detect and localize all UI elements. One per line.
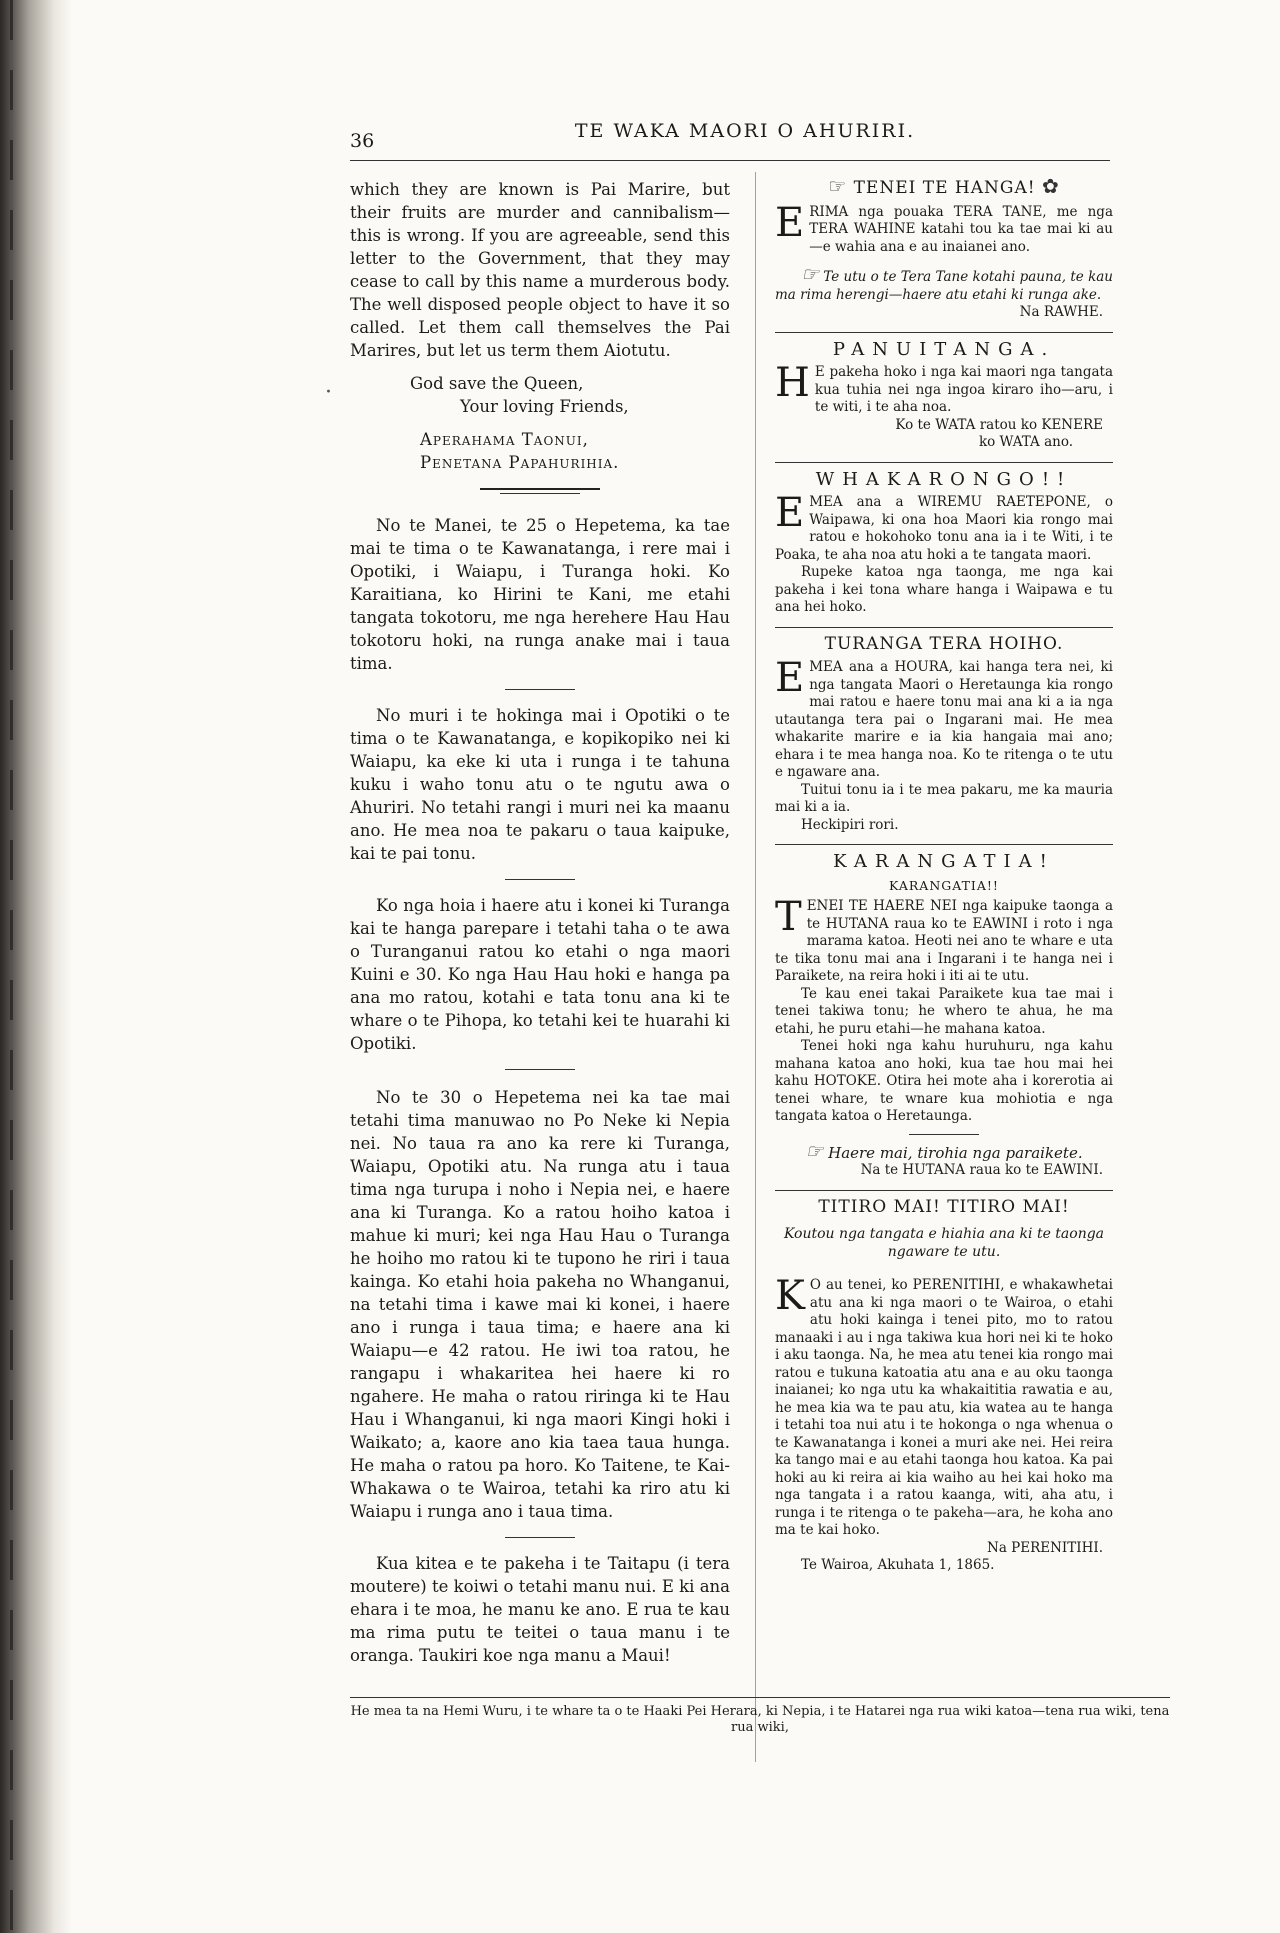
- notice-signature: Na PERENITIHI.: [987, 1539, 1103, 1556]
- news-paragraph-5: Kua kitea e te pakeha i te Taitapu (i tera moutere) te koiwi o tetahi manu nui. E ki ana ehara i te moa, he manu ke ano. E rua te kau ma rima putu te teitei o taua manu i te oranga. Taukiri koe nga manu a Maui!: [350, 1554, 730, 1665]
- pencil-dot: ·: [325, 380, 332, 405]
- page-number: 36: [350, 130, 375, 152]
- letter-ending: which they are known is Pai Marire, but their fruits are murder and cannibalism—this is wrong. If you are agreeable, send this letter to the Government, that they may cease to call by this name a murderous body. The well disposed people object to have it so called. Let them call themselves the Pai Marires, but let us term them Aiotutu.: [350, 180, 730, 360]
- notice-body: EMEA ana a WIREMU RAETEPONE, o Waipawa, ki ona hoa Maori kia rongo mai ratou e hokohoko tonu ana ia i te Witi, i te Poaka, te aha noa atu hoki a te tangata maori.: [775, 490, 1113, 563]
- notice-whakarongo: [775, 468, 1113, 617]
- dropcap: K: [775, 1273, 805, 1319]
- notice-divider: [775, 627, 1113, 628]
- scan-binding-edge: [0, 0, 72, 1933]
- ornament-icon: ✿: [1041, 174, 1060, 198]
- notice-signature: Ko te WATA ratou ko KENERE: [895, 416, 1103, 433]
- column-rule: [755, 172, 756, 1762]
- notice-divider: [775, 332, 1113, 333]
- dropcap: T: [775, 894, 802, 940]
- notice-panuitanga: [775, 338, 1113, 452]
- notice-heading: WHAKARONGO!!: [815, 468, 1073, 490]
- paragraph-divider: [505, 1537, 575, 1538]
- notice-signature: Na RAWHE.: [1019, 304, 1103, 320]
- paragraph-divider: [909, 1134, 979, 1135]
- notice-heading: KARANGATIA!: [833, 851, 1055, 872]
- pointing-hand-icon: ☞: [805, 1138, 824, 1163]
- notice-body: TENEI TE HAERE NEI nga kaipuke taonga a te HUTANA raua ko te EAWINI i roto i nga marama katoa. Heoti nei ano te whare e uta te tika tonu mai ana i Ingarani i te hanga nei i Paraikete, na reira hoki i iti ai te utu.: [775, 894, 1113, 984]
- signatory-taonui: Aperahama Taonui,: [420, 430, 589, 449]
- notice-body: H E pakeha hoko i nga kai maori nga tangata kua tuhia nei nga ingoa kiraro iho—aru, i te witi, i te aha noa.: [775, 360, 1113, 415]
- section-divider: [480, 488, 600, 494]
- news-paragraph-1: No te Manei, te 25 o Hepetema, ka tae mai te tima o te Kawanatanga, i rere mai i Opotiki, i Waiapu, i Turanga hoki. Ko Karaitiana, ko Hirini te Kani, me etahi tangata tokotoru, me nga herehere Hau Hau tokotoru hoki, na runga anake mai i taua tima.: [350, 516, 730, 673]
- paragraph-divider: [505, 1069, 575, 1070]
- news-paragraph-4: No te 30 o Hepetema nei ka tae mai tetahi tima manuwao no Po Neke ki Nepia nei. No taua ra ano ka rere ki Turanga, Waiapu, Opotiki atu. Na runga atu i taua tima nga turupa i noho i Nepia nei, e haere ana ki Turanga. Ko a ratou hoiho katoa i mahue ki muri; kei nga Hau Hau o Turanga he hoiho mo ratou ki te tupono he riri i taua kainga. Ko etahi hoia pakeha no Whanganui, na tetahi tima i kawe mai ki konei, i haere ano i runga i taua tima; e haere ana ki Waiapu—e 42 ratou. He iwi toa ratou, he rangapu i whakaritea hei haere ki ro ngahere. He maha o ratou riringa ki te Hau Hau i Whanganui, ki nga maori Kingi hoki i Waikato; a, kaore ano kia taea taua hunga. He maha o ratou pa horo. Ko Taitene, te Kai-Whakawa o te Wairoa, tetahi ka riro atu ki Waiapu i runga ano i taua tima.: [350, 1088, 730, 1521]
- notice-divider: [775, 844, 1113, 845]
- notice-intro: Koutou nga tangata e hiahia ana ki te taonga ngaware te utu.: [783, 1226, 1105, 1260]
- notice-divider: [775, 1190, 1113, 1191]
- notice-date: Te Wairoa, Akuhata 1, 1865.: [801, 1557, 995, 1573]
- notice-signature: Heckipiri rori.: [801, 816, 899, 833]
- dropcap: H: [775, 360, 810, 406]
- notice-body: EMEA ana a HOURA, kai hanga tera nei, ki nga tangata Maori o Heretaunga kia rongo mai ratou e haere tonu mai ana ki a ia nga utautanga tera pai o Ingarani mai. He mea whakarite marire e ia kia hangaia mai ano; ehara i te mea hanga noa. Ko te ritenga o te utu e ngaware ana.: [775, 655, 1113, 780]
- printer-imprint: He mea ta na Hemi Wuru, i te whare ta o te Haaki Pei Herara, ki Nepia, i te Hatarei nga rua wiki katoa—tena rua wiki, tena rua wiki,: [350, 1697, 1170, 1736]
- notice-call-to-action: ☞ Haere mai, tirohia nga paraikete.: [805, 1138, 1083, 1163]
- dropcap: E: [775, 199, 805, 246]
- notice-body-2: Rupeke katoa nga taonga, me nga kai pakeha i kei tona whare hanga i Waipawa e tu ana hei hoko.: [775, 564, 1113, 615]
- notice-titiro-mai: [775, 1196, 1113, 1575]
- dropcap: E: [775, 655, 805, 701]
- notice-body: ERIMA nga pouaka TERA TANE, me nga TERA WAHINE katahi tou ka tae mai ki au—e wahia ana e au inaianei ano.: [775, 199, 1113, 255]
- newspaper-page: [350, 112, 1166, 1752]
- notice-heading: TURANGA TERA HOIHO.: [824, 633, 1064, 654]
- news-paragraph-2: No muri i te hokinga mai i Opotiki o te tima o te Kawanatanga, e kopikopiko nei ki Waiapu, ka eke ki uta i runga i te tahuna kuku i waho tonu atu o te ngutu awa o Ahuriri. No tetahi rangi i muri nei ka maanu ano. He mea noa te pakaru o taua kaipuke, kai te pai tonu.: [350, 706, 730, 863]
- notice-tenei-te-hanga: [775, 174, 1113, 322]
- notice-body: K O au tenei, ko PERENITIHI, e whakawhetai atu ana ki nga maori o te Wairoa, o etahi atu hoki kainga i tenei pito, mo to ratou manaaki i au i nga takiwa kua hori nei ki te hoko i aku taonga. Na, he mea atu tenei kia rongo mai ratou e tukuna katoatia atu ana e au oku taonga inaianei; ko nga utu ka whakaititia rawatia e au, he mea kia wa te pau atu, kia watea au te hanga i tetahi toa nui atu i te hokonga o nga whenua o te Kawanatanga i konei a muri ake nei. Hei reira ka tango mai e au etahi taonga hou katoa. Ka pai hoki au ki reira ai kia waiho au hei kai hoko ma nga tangata i a ratou kaanga, witi, aha atu, i runga i te ritenga o te pakeha—ara, he koha ano ma te kai hoko.: [775, 1273, 1113, 1538]
- paragraph-divider: [505, 689, 575, 690]
- pointing-hand-icon: ☞: [828, 174, 848, 198]
- notice-body-2: Te kau enei takai Paraikete kua tae mai i tenei takiwa tonu; he whero te ahua, he ma etahi, he puru etahi—he mahana katoa.: [775, 985, 1113, 1037]
- signatory-papahurihia: Penetana Papahurihia.: [420, 453, 620, 472]
- closing-god-save: God save the Queen,: [410, 374, 584, 393]
- notice-heading: ☞ TENEI TE HANGA! ✿: [828, 174, 1060, 198]
- notice-turanga-tera-hoiho: [775, 633, 1113, 835]
- notice-heading: PANUITANGA.: [832, 338, 1056, 360]
- notice-body-3: Tenei hoki nga kahu huruhuru, nga kahu mahana katoa ano hoki, kua tae hou mai hei kahu HOTOKE. Otira hei mote aha i korerotia ai tenei whare, te wnare kua mohiotia e nga tangata katoa o Heretaunga.: [775, 1038, 1113, 1124]
- notice-signature: Na te HUTANA raua ko te EAWINI.: [860, 1162, 1103, 1178]
- notice-body-2: Tuitui tonu ia i te mea pakaru, me ka mauria mai ki a ia.: [775, 781, 1113, 815]
- dropcap: E: [775, 490, 805, 536]
- pointing-hand-icon: ☞: [801, 262, 819, 286]
- notice-signature: ko WATA ano.: [978, 434, 1073, 450]
- right-column: [775, 174, 1113, 1575]
- left-column: [350, 178, 730, 1667]
- running-title: TE WAKA MAORI O AHURIRI.: [574, 120, 916, 142]
- notice-heading: TITIRO MAI! TITIRO MAI!: [818, 1196, 1070, 1217]
- news-paragraph-3: Ko nga hoia i haere atu i konei ki Turanga kai te hanga parepare i tetahi taha o te awa o Turanganui ratou ko etahi o nga maori Kuini e 30. Ko nga Hau Hau hoki e hanga pa ana mo ratou, kotahi e tata tonu ana ki te whare o te Pihopa, ko tetahi kei te huarahi ki Opotiki.: [350, 896, 730, 1053]
- notice-note: ☞ Te utu o te Tera Tane kotahi pauna, te kau ma rima herengi—haere atu etahi ki runga ake.: [775, 262, 1113, 303]
- closing-loving-friends: Your loving Friends,: [460, 397, 629, 416]
- paragraph-divider: [505, 879, 575, 880]
- notice-subheading: KARANGATIA!!: [889, 877, 999, 893]
- masthead: [350, 120, 1110, 161]
- notice-karangatia: [775, 853, 1113, 1180]
- notice-divider: [775, 462, 1113, 463]
